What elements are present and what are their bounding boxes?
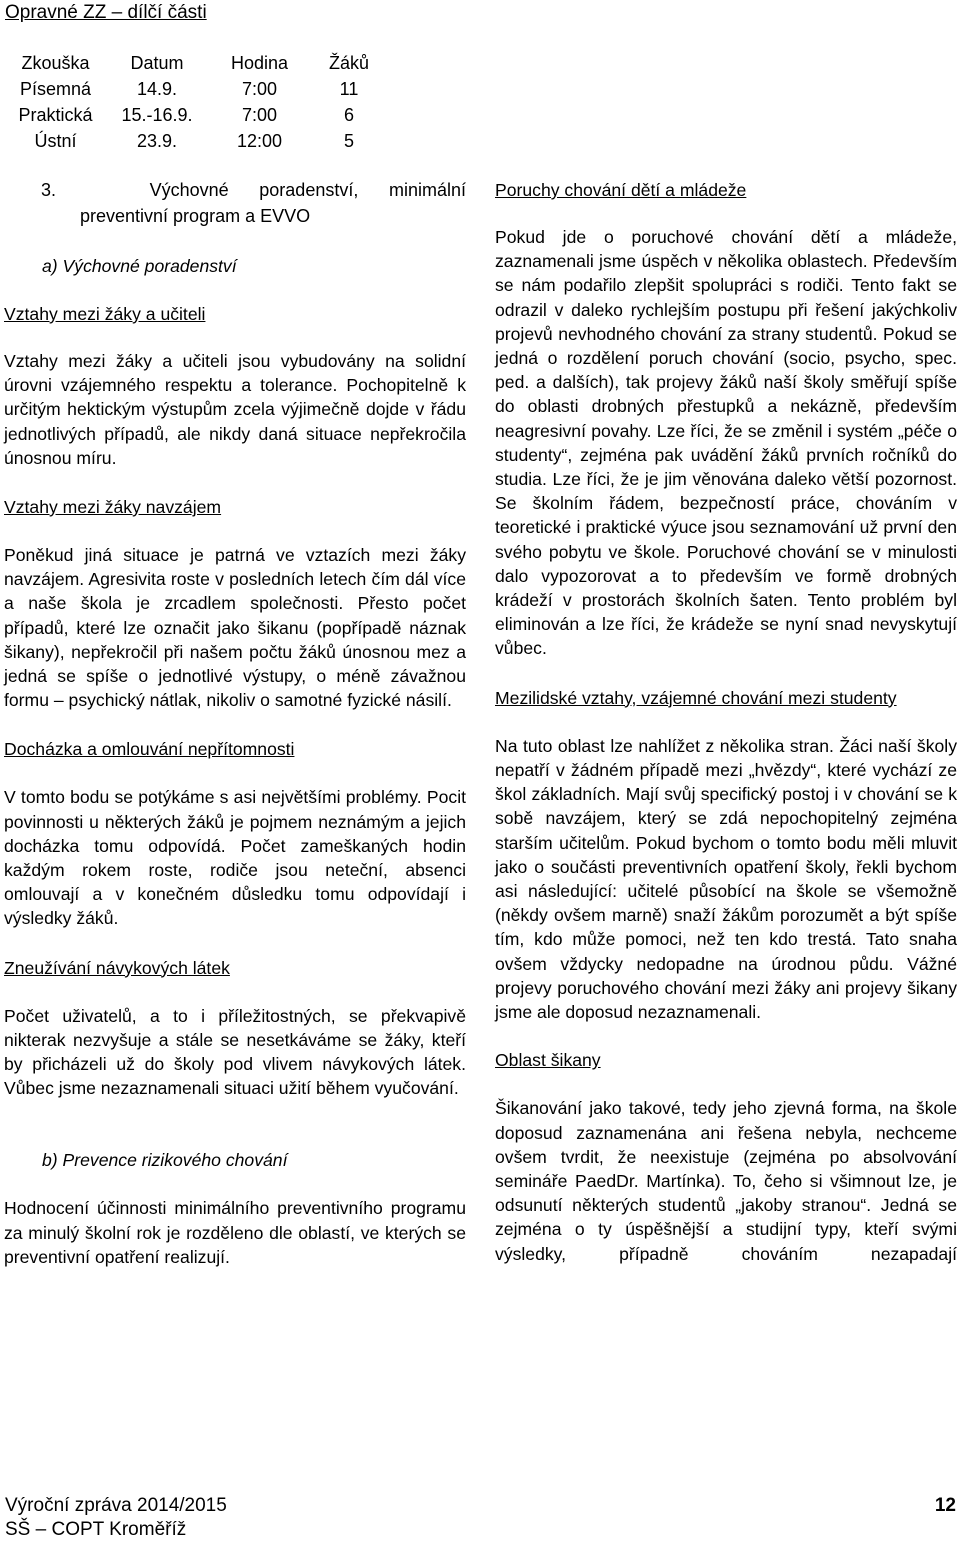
paragraph-attendance: V tomto bodu se potýkáme s asi největšími problémy. Pocit povinnosti u některých žáků je pojmem neznámým a jejich docházka tomu odpovídá. Počet zameškaných hodin každým rokem roste, rodiče jsou neteční, absenci omlouvají a v konečném důsledku tomu odpovídají i výsledky žáků. — [4, 787, 466, 929]
section-title-line2: preventivní program a EVVO — [80, 206, 311, 226]
paragraph-teachers: Vztahy mezi žáky a učiteli jsou vybudovány na solidní úrovni vzájemného respektu a tolerance. Pochopitelně k určitým hektickým výstupům zcela výjimečně dojde v řádu jednotlivých případů, ale nikdy daná situace nepřekročila únosnou míru. — [4, 351, 466, 468]
footer-school-name: SŠ – COPT Kroměříž — [5, 1519, 187, 1540]
table-cell: 15.-16.9. — [121, 105, 193, 125]
table-cell: 12:00 — [236, 131, 283, 151]
heading-interpersonal: Mezilidské vztahy, vzájemné chování mezi studenty — [495, 687, 897, 708]
section-title-word: minimální — [388, 180, 466, 200]
section-title-word: poradenství, — [259, 180, 359, 200]
exam-table — [4, 50, 386, 154]
table-row — [4, 76, 386, 102]
table-cell: 23.9. — [136, 131, 178, 151]
table-cell: 11 — [339, 79, 359, 99]
right-column — [495, 177, 957, 1266]
heading-behavior: Poruchy chování dětí a mládeže — [495, 180, 747, 200]
table-header-cell: Datum — [130, 53, 184, 73]
subsection-b: b) Prevence rizikového chování — [42, 1150, 288, 1171]
subsection-a: a) Výchovné poradenství — [42, 256, 237, 276]
heading-mutual: Vztahy mezi žáky navzájem — [4, 497, 222, 518]
table-cell: 6 — [343, 105, 354, 125]
section-title-word: Výchovné — [149, 180, 229, 200]
footer-report-title: Výroční zpráva 2014/2015 — [5, 1495, 227, 1516]
table-cell: Písemná — [19, 79, 92, 99]
table-header-cell: Zkouška — [21, 53, 90, 73]
table-cell: Praktická — [18, 105, 93, 125]
table-row — [4, 102, 386, 128]
table-cell: 7:00 — [241, 79, 278, 99]
table-row — [4, 128, 386, 154]
table-header-cell: Hodina — [230, 53, 289, 73]
heading-bullying: Oblast šikany — [495, 1050, 601, 1071]
paragraph-behavior: Pokud jde o poruchové chování dětí a mládeže, zaznamenali jsme úspěch v několika oblastech. Především se nám podařilo zlepšit spolupráci s rodiči. Tento fakt se odrazil v daleko rychlejším postupu při řešení jakýchkoliv projevů nevhodného chování za strany studentů. Pokud se jedná o rozdělení poruch chování (socio, psycho, spec. ped. a dalších), tak projevy žáků naší školy směřují spíše do oblasti drobných přestupků a nekázně, především neagresivní povahy. Lze říci, že se změnil i systém „péče o studenty“, zejména pak uvádění žáků prvních ročníků do studia. Lze říci, že je jim věnována daleko větší pozornost. Se školním řádem, bezpečností práce, chováním v teoretické i praktické výuce jsou seznamování už první den svého pobytu ve škole. Poruchové chování se v minulosti dalo vypozorovat a to především ve formě drobných krádeží v prostorách školních šaten. Tento problém byl eliminován a lze říci, že krádeže se nyní snad nevyskytují vůbec. — [495, 227, 957, 659]
paragraph-drugs: Počet uživatelů, a to i příležitostných, se překvapivě nikterak nezvyšuje a stále se nesetkáváme se žáky, kteří by přicházeli už do školy pod vlivem návykových látek. Vůbec jsme nezaznamenali situaci užití během vyučování. — [4, 1005, 466, 1099]
table-header-cell: Žáků — [328, 53, 370, 73]
section-number: 3. — [41, 180, 57, 200]
table-cell: 7:00 — [241, 105, 278, 125]
table-cell: Ústní — [34, 131, 77, 151]
heading-drugs: Zneužívání návykových látek — [4, 957, 230, 978]
table-cell: 14.9. — [136, 79, 178, 99]
footer — [5, 1494, 227, 1542]
left-column — [4, 177, 466, 1269]
paragraph-interpersonal: Na tuto oblast lze nahlížet z několika stran. Žáci naší školy nepatří v žádném případě mezi „hvězdy“, které vychází ze škol základních. Mají svůj specifický postoj i v chování se k sobě navzájem, který se zdá nepochopitelný zejména starším učitelům. Pokud bychom o tomto bodu měli mluvit jako o součásti preventivních opatření školy, řekli bychom asi následující: učitelé působící na škole se všemožně (někdy ovšem marně) snaží žákům porozumět a být spíše tím, kdo může pomoci, než ten kdo trestá. Tato snaha ovšem vždycky nedopadne na úrodnou půdu. Vážné projevy poruchového chování mezi žáky ani projevy šikany jsme ale doposud nezaznamenali. — [495, 735, 957, 1023]
paragraph-prevention: Hodnocení účinnosti minimálního preventivního programu za minulý školní rok je rozděleno dle oblastí, ve kterých se preventivní opatření realizují. — [4, 1198, 466, 1267]
heading-teachers: Vztahy mezi žáky a učiteli — [4, 304, 206, 324]
paragraph-bullying: Šikanování jako takové, tedy jeho zjevná forma, na škole doposud zaznamenána ani řešena nebyla, nechceme ovšem tvrdit, že neexistuje (zejména po absolvování semináře PaedDr. Martínka). To, čeho si všimnout lze, je odsunutí některých studentů „jakoby stranou“. Jedná se zejména o ty úspěšnější a studijní typy, kteří svými výsledky, případně chováním nezapadají — [495, 1098, 957, 1264]
page-number: 12 — [934, 1495, 956, 1516]
heading-attendance: Docházka a omlouvání nepřítomnosti — [4, 739, 295, 760]
table-header-row — [4, 50, 386, 76]
table-cell: 5 — [343, 131, 354, 151]
paragraph-mutual: Poněkud jiná situace je patrná ve vztazích mezi žáky navzájem. Agresivita roste v posledních letech čím dál více a naše škola je zrcadlem společnosti. Přesto počet případů, které lze označit jako šikanu (popřípadě náznak šikany), nepřekročil při našem počtu žáků únosnou mez a jedná se spíše o jednotlivé výstupy, o méně závažnou formu – psychický nátlak, nikoliv o samotné fyzické násilí. — [4, 545, 466, 711]
page-heading: Opravné ZZ – dílčí části — [5, 2, 207, 23]
section-title — [4, 177, 466, 203]
